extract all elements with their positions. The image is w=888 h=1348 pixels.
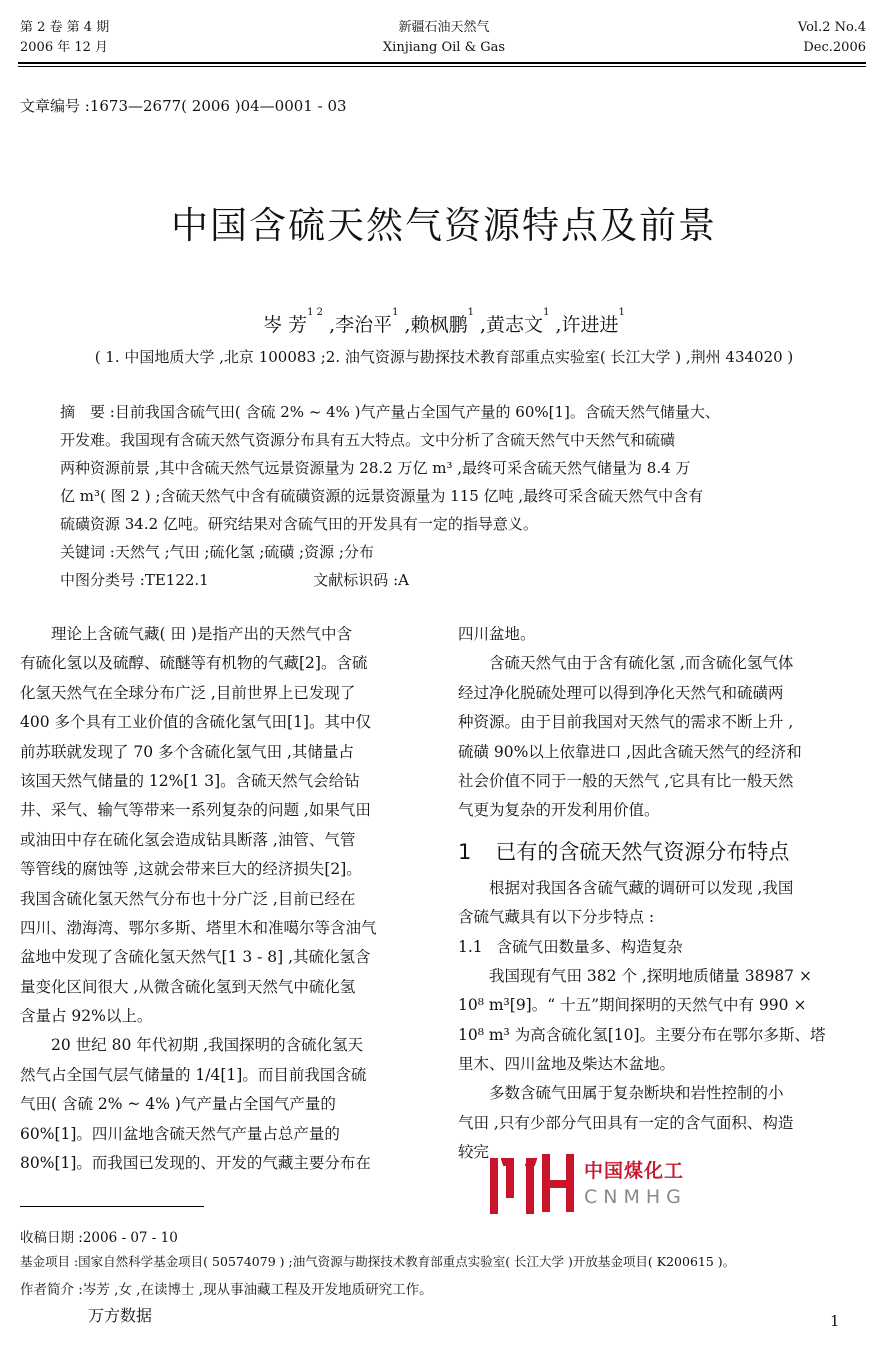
header-journal-cn: 新疆石油天然气 <box>398 20 490 35</box>
watermark-logo <box>486 1150 696 1220</box>
abstract <box>60 398 842 594</box>
author-name: ,赖枫鹏 <box>398 314 468 336</box>
body-line: 我国含硫化氢天然气分布也十分广泛 ,目前已经在 <box>20 889 356 908</box>
subsection-number: 1.1 <box>458 937 483 956</box>
body-line: 然气占全国气层气储量的 1/4[1]。而目前我国含硫 <box>20 1065 367 1084</box>
body-line: 多数含硫气田属于复杂断块和岩性控制的小 <box>458 1084 784 1103</box>
body-line: 我国现有气田 382 个 ,探明地质储量 38987 × <box>458 966 812 985</box>
body-line: 理论上含硫气藏( 田 )是指产出的天然气中含 <box>20 625 352 643</box>
body-line: 有硫化氢以及硫醇、硫醚等有机物的气藏[2]。含硫 <box>20 654 368 673</box>
author-name: ,许进进 <box>549 314 619 336</box>
abstract-line: 两种资源前景 ,其中含硫天然气远景资源量为 28.2 万亿 m³ ,最终可采含硫天然气储量为 8.4 万 <box>60 459 691 477</box>
footnote-author-bio: 作者简介 :岑芳 ,女 ,在读博士 ,现从事油藏工程及开发地质研究工作。 <box>20 1282 433 1298</box>
body-line: 四川盆地。 <box>458 625 536 643</box>
body-line: 或油田中存在硫化氢会造成钻具断落 ,油管、气管 <box>20 830 356 849</box>
body-line: 井、采气、输气等带来一系列复杂的问题 ,如果气田 <box>20 801 371 820</box>
body-line: 盆地中发现了含硫化氢天然气[1 3 - 8] ,其硫化氢含 <box>20 948 371 967</box>
body-line: 前苏联就发现了 70 多个含硫化氢气田 ,其储量占 <box>20 742 354 761</box>
body-line: 硫磺 90%以上依靠进口 ,因此含硫天然气的经济和 <box>458 742 802 761</box>
body-line: 量变化区间很大 ,从微含硫化氢到天然气中硫化氢 <box>20 977 356 996</box>
body-line: 400 多个具有工业价值的含硫化氢气田[1]。其中仅 <box>20 713 371 732</box>
footnote-rule <box>20 1206 204 1207</box>
subsection-heading <box>458 933 866 962</box>
abstract-line: 开发难。我国现有含硫天然气资源分布具有五大特点。文中分析了含硫天然气中天然气和硫磺 <box>60 431 676 449</box>
header-rule-thick <box>18 62 866 64</box>
body-line: 含量占 92%以上。 <box>20 1007 153 1026</box>
classification-line <box>60 566 842 594</box>
body-line: 化氢天然气在全球分布广泛 ,目前世界上已发现了 <box>20 683 356 702</box>
body-line: 含硫天然气由于含有硫化氢 ,而含硫化氢气体 <box>458 654 794 673</box>
watermark-emblem-icon <box>486 1150 582 1216</box>
body-line: 气更为复杂的开发利用价值。 <box>458 801 660 820</box>
watermark-text-en: CNMHG <box>584 1186 687 1208</box>
body-line: 含硫气藏具有以下分步特点 : <box>458 908 655 927</box>
header-volume-en: Vol.2 No.4 <box>797 20 866 35</box>
page-number: 1 <box>830 1312 840 1330</box>
body-line: 较完 <box>458 1143 490 1162</box>
author-affil-mark: 1 <box>467 307 474 318</box>
body-line: 80%[1]。而我国已发现的、开发的气藏主要分布在 <box>20 1154 371 1173</box>
header-volume-issue: 第 2 卷 第 4 期 <box>20 20 110 35</box>
section-number: 1 <box>458 839 472 864</box>
body-line: 经过净化脱硫处理可以得到净化天然气和硫磺两 <box>458 683 784 702</box>
body-line: 气田 ,只有少部分气田具有一定的含气面积、构造 <box>458 1113 794 1132</box>
document-code: 文献标识码 :A <box>313 571 409 589</box>
body-line: 气田( 含硫 2% ~ 4% )气产量占全国气产量的 <box>20 1095 336 1114</box>
header-rule-thin <box>18 66 866 67</box>
body-line: 四川、渤海湾、鄂尔多斯、塔里木和准噶尔等含油气 <box>20 918 377 937</box>
author-affil-mark: 1 <box>392 307 399 318</box>
header-date: 2006 年 12 月 <box>20 40 109 55</box>
body-line: 种资源。由于目前我国对天然气的需求不断上升 , <box>458 713 794 732</box>
keywords: 关键词 :天然气 ;气田 ;硫化氢 ;硫磺 ;资源 ;分布 <box>60 543 374 561</box>
author-affil-mark: 1 <box>618 307 625 318</box>
body-right-column <box>458 620 866 1168</box>
body-left-column <box>20 620 430 1178</box>
abstract-line: 摘 要 :目前我国含硫气田( 含硫 2% ~ 4% )气产量占全国气产量的 60%[1]。含硫天然气储量大、 <box>60 403 720 421</box>
body-line: 该国天然气储量的 12%[1 3]。含硫天然气会给钻 <box>20 771 360 790</box>
author-affil-mark: 1 <box>543 307 550 318</box>
author-affil-mark: 1 2 <box>307 307 324 318</box>
body-line: 社会价值不同于一般的天然气 ,它具有比一般天然 <box>458 771 794 790</box>
paper-title: 中国含硫天然气资源特点及前景 <box>171 204 717 247</box>
watermark-text-cn: 中国煤化工 <box>584 1160 685 1182</box>
body-line: 10⁸ m³[9]。“ 十五”期间探明的天然气中有 990 × <box>458 996 807 1015</box>
clc-number: 中图分类号 :TE122.1 <box>60 571 209 589</box>
body-line: 等管线的腐蚀等 ,这就会带来巨大的经济损失[2]。 <box>20 860 362 879</box>
author-name: ,黄志文 <box>473 314 544 336</box>
abstract-line: 亿 m³( 图 2 ) ;含硫天然气中含有硫磺资源的远景资源量为 115 亿吨 ,最终可采含硫天然气中含有 <box>60 487 704 505</box>
header-date-en: Dec.2006 <box>803 40 866 55</box>
footnote-received: 收稿日期 :2006 - 07 - 10 <box>20 1230 178 1246</box>
affiliations: ( 1. 中国地质大学 ,北京 100083 ;2. 油气资源与勘探技术教育部重点实验室( 长江大学 ) ,荆州 434020 ) <box>94 348 794 366</box>
section-heading <box>458 830 866 874</box>
body-line: 60%[1]。四川盆地含硫天然气产量占总产量的 <box>20 1124 340 1143</box>
body-line: 10⁸ m³ 为高含硫化氢[10]。主要分布在鄂尔多斯、塔 <box>458 1025 826 1044</box>
body-line: 20 世纪 80 年代初期 ,我国探明的含硫化氢天 <box>20 1036 364 1055</box>
author-list <box>0 307 888 337</box>
body-line: 里木、四川盆地及柴达木盆地。 <box>458 1055 676 1074</box>
article-number: 文章编号 :1673—2677( 2006 )04—0001 - 03 <box>20 97 347 115</box>
subsection-title: 含硫气田数量多、构造复杂 <box>496 937 683 956</box>
footnote-fund: 基金项目 :国家自然科学基金项目( 50574079 ) ;油气资源与勘探技术教育部重点实验室( 长江大学 )开放基金项目( K200615 )。 <box>20 1254 736 1269</box>
author-name: ,李治平 <box>323 314 393 336</box>
source-mark: 万方数据 <box>88 1306 153 1325</box>
header-journal-en: Xinjiang Oil & Gas <box>382 40 506 55</box>
abstract-line: 硫磺资源 34.2 亿吨。研究结果对含硫气田的开发具有一定的指导意义。 <box>60 515 538 533</box>
author-name: 岑 芳 <box>263 314 308 336</box>
body-line: 根据对我国各含硫气藏的调研可以发现 ,我国 <box>458 878 794 897</box>
section-title: 已有的含硫天然气资源分布特点 <box>495 839 790 864</box>
